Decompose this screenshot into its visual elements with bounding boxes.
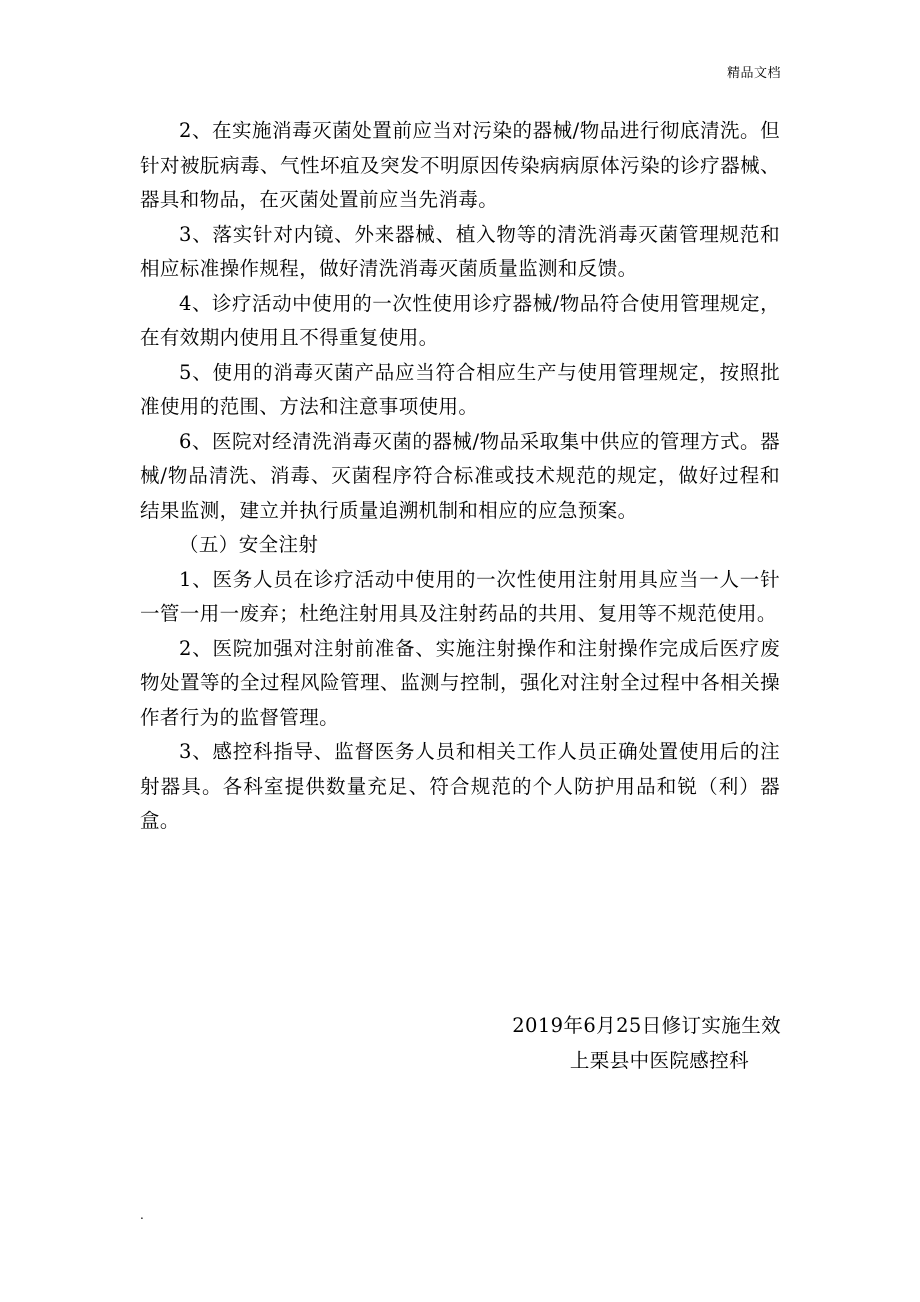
header-label: 精品文档	[726, 66, 781, 81]
paragraph-item-4: 4、诊疗活动中使用的一次性使用诊疗器械/物品符合使用管理规定，在有效期内使用且不得重复使用。	[140, 291, 780, 349]
injection-paragraph-1: 1、医务人员在诊疗活动中使用的一次性使用注射用具应当一人一针一管一用一废弃；杜绝注射用具及注射药品的共用、复用等不规范使用。	[140, 567, 780, 625]
closing-block	[512, 1009, 781, 1078]
document-body	[140, 114, 780, 839]
issuing-organization: 上栗县中医院感控科	[569, 1048, 749, 1072]
section-heading: （五）安全注射	[179, 533, 319, 556]
paragraph-item-2: 2、在实施消毒灭菌处置前应当对污染的器械/物品进行彻底清洗。但针对被朊病毒、气性坏疽及突发不明原因传染病病原体污染的诊疗器械、器具和物品，在灭菌处置前应当先消毒。	[140, 119, 780, 211]
paragraph-item-5: 5、使用的消毒灭菌产品应当符合相应生产与使用管理规定，按照批准使用的范围、方法和注意事项使用。	[140, 360, 780, 418]
paragraph-item-6: 6、医院对经清洗消毒灭菌的器械/物品采取集中供应的管理方式。器械/物品清洗、消毒、灭菌程序符合标准或技术规范的规定，做好过程和结果监测，建立并执行质量追溯机制和相应的应急预案。	[140, 429, 780, 522]
injection-paragraph-3: 3、感控科指导、监督医务人员和相关工作人员正确处置使用后的注射器具。各科室提供数量充足、符合规范的个人防护用品和锐（利）器盒。	[140, 740, 780, 832]
footer-mark: .	[140, 1208, 144, 1222]
paragraph-item-3: 3、落实针对内镜、外来器械、植入物等的清洗消毒灭菌管理规范和相应标准操作规程，做好清洗消毒灭菌质量监测和反馈。	[140, 222, 780, 280]
effective-date: 2019年6月25日修订实施生效	[512, 1014, 781, 1037]
injection-paragraph-2: 2、医院加强对注射前准备、实施注射操作和注射操作完成后医疗废物处置等的全过程风险管理、监测与控制，强化对注射全过程中各相关操作者行为的监督管理。	[140, 636, 780, 729]
